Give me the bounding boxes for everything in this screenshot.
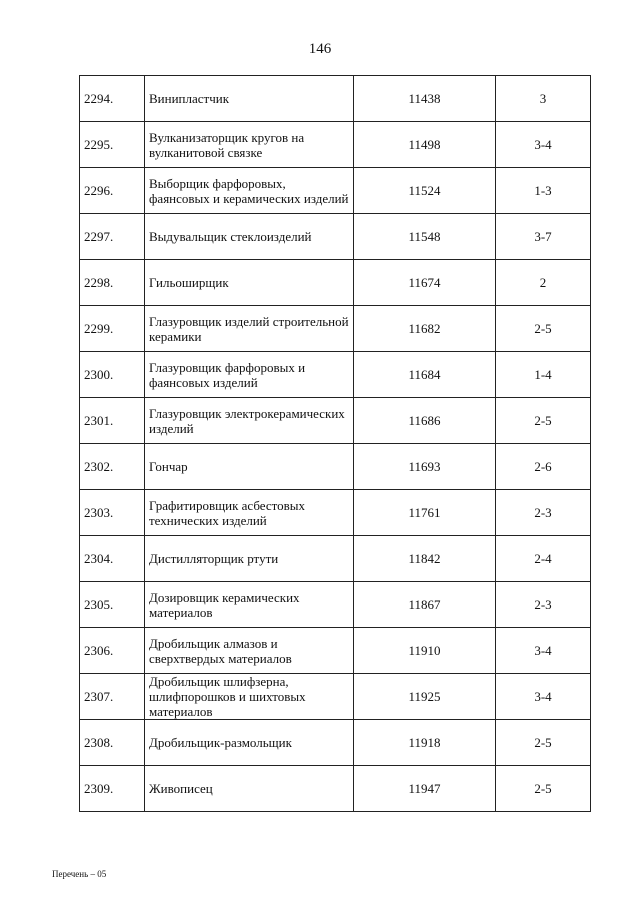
row-number: 2304. [80, 536, 145, 582]
profession-code: 11842 [354, 536, 496, 582]
profession-code: 11918 [354, 720, 496, 766]
profession-code: 11686 [354, 398, 496, 444]
profession-code: 11684 [354, 352, 496, 398]
profession-name: Глазуровщик электрокерамических изделий [145, 398, 354, 444]
grade-range: 2-5 [496, 306, 591, 352]
row-number: 2302. [80, 444, 145, 490]
grade-range: 2-5 [496, 398, 591, 444]
grade-range: 2-3 [496, 582, 591, 628]
table-row [80, 352, 591, 398]
grade-range: 2 [496, 260, 591, 306]
profession-code: 11682 [354, 306, 496, 352]
profession-code: 11947 [354, 766, 496, 812]
row-number: 2297. [80, 214, 145, 260]
grade-range: 3-4 [496, 122, 591, 168]
profession-name: Графитировщик асбестовых технических изделий [145, 490, 354, 536]
grade-range: 3-7 [496, 214, 591, 260]
table-row [80, 398, 591, 444]
row-number: 2295. [80, 122, 145, 168]
table-row [80, 444, 591, 490]
profession-name: Дистилляторщик ртути [145, 536, 354, 582]
row-number: 2296. [80, 168, 145, 214]
profession-code: 11548 [354, 214, 496, 260]
grade-range: 1-4 [496, 352, 591, 398]
profession-name: Вулканизаторщик кругов на вулканитовой связке [145, 122, 354, 168]
grade-range: 1-3 [496, 168, 591, 214]
profession-code: 11925 [354, 674, 496, 720]
grade-range: 3-4 [496, 674, 591, 720]
profession-code: 11524 [354, 168, 496, 214]
page-footer: Перечень – 05 [52, 869, 107, 879]
profession-name: Гончар [145, 444, 354, 490]
row-number: 2307. [80, 674, 145, 720]
table-row [80, 306, 591, 352]
profession-name: Дробильщик алмазов и сверхтвердых материалов [145, 628, 354, 674]
table-row [80, 720, 591, 766]
profession-name: Гильоширщик [145, 260, 354, 306]
profession-code: 11867 [354, 582, 496, 628]
profession-code: 11438 [354, 76, 496, 122]
profession-code: 11674 [354, 260, 496, 306]
profession-name: Дозировщик керамических материалов [145, 582, 354, 628]
grade-range: 2-5 [496, 766, 591, 812]
page-number: 146 [308, 41, 332, 57]
grade-range: 2-4 [496, 536, 591, 582]
profession-name: Дробильщик шлифзерна, шлифпорошков и шихтовых материалов [145, 674, 354, 720]
row-number: 2300. [80, 352, 145, 398]
profession-code: 11693 [354, 444, 496, 490]
table-body [80, 76, 591, 812]
table-row [80, 536, 591, 582]
row-number: 2306. [80, 628, 145, 674]
grade-range: 3 [496, 76, 591, 122]
profession-name: Живописец [145, 766, 354, 812]
profession-code: 11910 [354, 628, 496, 674]
table-row [80, 582, 591, 628]
profession-code: 11761 [354, 490, 496, 536]
row-number: 2308. [80, 720, 145, 766]
table-row [80, 628, 591, 674]
table-row [80, 490, 591, 536]
table-row [80, 122, 591, 168]
row-number: 2298. [80, 260, 145, 306]
table-row [80, 766, 591, 812]
grade-range: 2-5 [496, 720, 591, 766]
profession-name: Дробильщик-размольщик [145, 720, 354, 766]
grade-range: 2-6 [496, 444, 591, 490]
table-row [80, 76, 591, 122]
grade-range: 3-4 [496, 628, 591, 674]
row-number: 2309. [80, 766, 145, 812]
profession-name: Выборщик фарфоровых, фаянсовых и керамических изделий [145, 168, 354, 214]
profession-name: Глазуровщик фарфоровых и фаянсовых изделий [145, 352, 354, 398]
grade-range: 2-3 [496, 490, 591, 536]
profession-name: Винипластчик [145, 76, 354, 122]
row-number: 2305. [80, 582, 145, 628]
table-row [80, 674, 591, 720]
profession-name: Выдувальщик стеклоизделий [145, 214, 354, 260]
row-number: 2303. [80, 490, 145, 536]
table-row [80, 214, 591, 260]
row-number: 2301. [80, 398, 145, 444]
profession-name: Глазуровщик изделий строительной керамики [145, 306, 354, 352]
table-row [80, 260, 591, 306]
row-number: 2294. [80, 76, 145, 122]
table-row [80, 168, 591, 214]
row-number: 2299. [80, 306, 145, 352]
profession-code: 11498 [354, 122, 496, 168]
profession-table [79, 75, 591, 812]
